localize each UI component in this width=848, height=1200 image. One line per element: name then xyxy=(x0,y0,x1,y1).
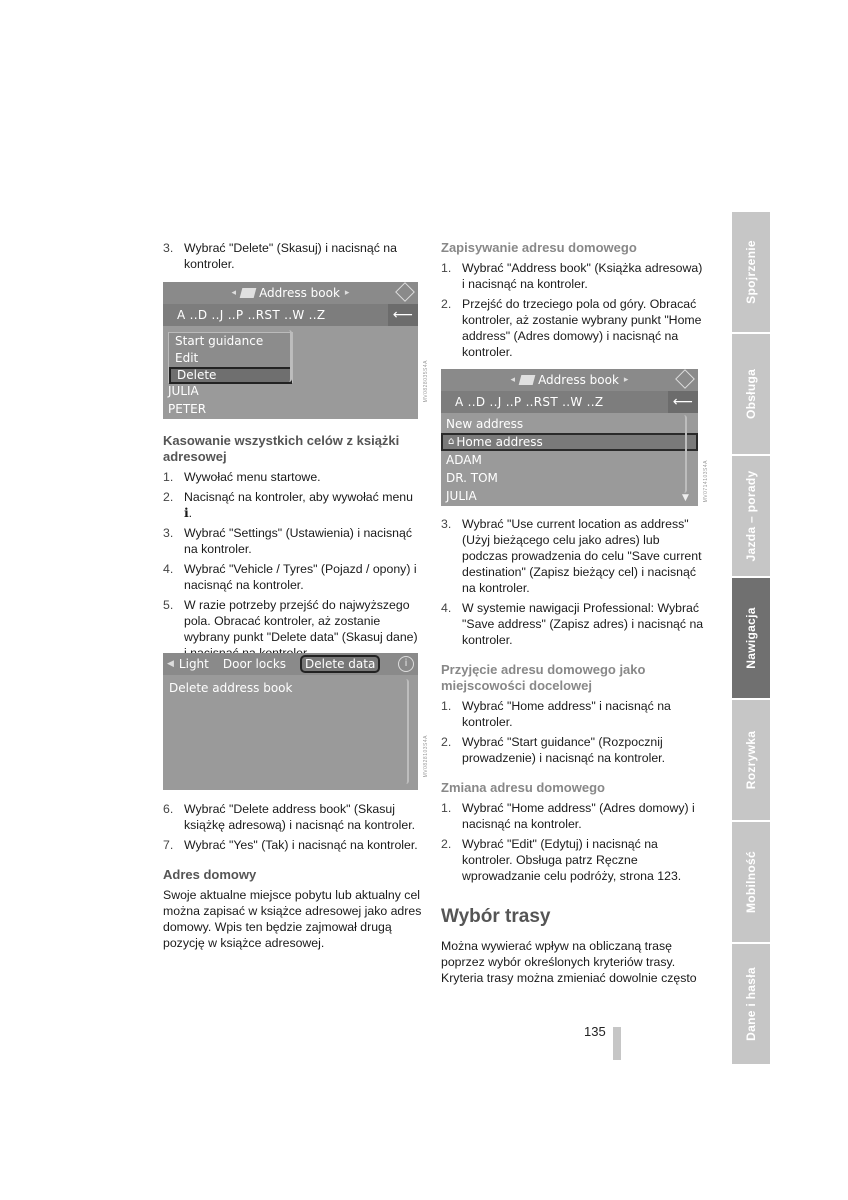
left-arrow-icon: ◂ xyxy=(510,375,516,385)
list-item: DR. TOM xyxy=(446,471,498,485)
tab-jazda-porady[interactable] xyxy=(732,456,770,576)
page-marker xyxy=(613,1027,621,1060)
image-code: MV0714103S4A xyxy=(703,460,709,503)
tab-dane-i-hasla[interactable] xyxy=(732,944,770,1064)
step-text: Wybrać "Vehicle / Tyres" (Pojazd / opony) i nacisnąć na kontroler. xyxy=(184,562,417,592)
step-number: 3. xyxy=(163,526,174,540)
scrollbar xyxy=(681,415,687,493)
address-book-screen-delete xyxy=(163,282,418,419)
step-text: Wybrać "Home address" i nacisnąć na kontroler. xyxy=(462,699,671,729)
tab-label: Mobilność xyxy=(744,850,758,914)
controller-icon xyxy=(395,282,415,302)
tab-obsluga[interactable] xyxy=(732,334,770,454)
right-arrow-icon: ▸ xyxy=(623,375,629,385)
left-column-top xyxy=(163,240,423,276)
alphabet-bar xyxy=(441,391,698,413)
step xyxy=(441,260,704,292)
back-arrow-icon: ⟵ xyxy=(668,391,698,413)
step xyxy=(441,516,704,596)
paragraph: Swoje aktualne miejsce pobytu lub aktualny cel można zapisać w książce adresowej jako adres domowy. Wpis ten będzie zajmował drugą pozycję w książce adresowej. xyxy=(163,888,422,950)
alphabet-index: A ..D ..J ..P ..RST ..W ..Z xyxy=(455,395,604,409)
list-item: JULIA xyxy=(446,489,477,503)
section-title: Kasowanie wszystkich celów z książki adresowej xyxy=(163,433,400,464)
context-popup xyxy=(168,332,293,383)
alphabet-index: A ..D ..J ..P ..RST ..W ..Z xyxy=(177,308,326,322)
popup-scrollbar xyxy=(286,330,292,382)
scroll-down-icon: ▼ xyxy=(682,493,689,503)
paragraph: Można wywierać wpływ na obliczaną trasę poprzez wybór określonych kryteriów trasy. Kryteria trasy można zmieniać dowolnie często xyxy=(441,939,697,985)
step xyxy=(441,296,704,360)
step-number: 7. xyxy=(163,838,174,852)
popup-item-delete: Delete xyxy=(169,367,292,384)
section-heading: Wybór trasy xyxy=(441,906,551,927)
popup-item-start-guidance: Start guidance xyxy=(175,334,264,348)
address-book-icon xyxy=(240,288,257,298)
step xyxy=(441,698,704,730)
step-number: 2. xyxy=(441,735,452,749)
alphabet-bar xyxy=(163,304,418,326)
tab-label: Jazda – porady xyxy=(744,470,758,562)
address-book-icon xyxy=(519,375,536,385)
step-text: Wybrać "Address book" (Książka adresowa) i nacisnąć na kontroler. xyxy=(462,261,703,291)
popup-item-edit: Edit xyxy=(175,351,199,365)
tab-light: Light xyxy=(178,657,209,671)
right-arrow-icon: ▸ xyxy=(344,288,350,298)
step xyxy=(441,800,704,832)
screen-title-bar xyxy=(441,369,698,391)
list-item-new-address: New address xyxy=(446,417,524,431)
step-text: Przejść do trzeciego pola od góry. Obracać kontroler, aż zostanie wybrany punkt "Home address" (Adres domowy) i nacisnąć na kontroler. xyxy=(462,297,702,359)
step-number: 2. xyxy=(441,297,452,311)
right-column-bottom xyxy=(441,516,704,990)
right-column-top xyxy=(441,240,704,364)
tab-delete-data: Delete data xyxy=(300,655,380,673)
step-text: Nacisnąć na kontroler, aby wywołać menu ℹ. xyxy=(184,490,413,520)
list-item: JULIA xyxy=(168,384,199,398)
scrollbar xyxy=(403,679,409,784)
home-address-label: Home address xyxy=(456,435,543,449)
controller-icon xyxy=(675,369,695,389)
section-title: Zapisywanie adresu domowego xyxy=(441,240,637,255)
step-number: 3. xyxy=(163,241,174,255)
tab-label: Obsługa xyxy=(744,368,758,420)
step xyxy=(163,801,423,833)
step-text: Wybrać "Delete address book" (Skasuj książkę adresową) i nacisnąć na kontroler. xyxy=(184,802,416,832)
step-number: 1. xyxy=(441,801,452,815)
step xyxy=(163,561,423,593)
step xyxy=(163,597,423,661)
tab-spojrzenie[interactable] xyxy=(732,212,770,332)
settings-tabs xyxy=(163,653,418,675)
step xyxy=(163,469,423,485)
info-icon: i xyxy=(398,656,414,672)
step-number: 4. xyxy=(163,562,174,576)
step-text: Wywołać menu startowe. xyxy=(184,470,321,484)
step xyxy=(163,525,423,557)
step-text: W systemie nawigacji Professional: Wybrać "Save address" (Zapisz adres) i nacisnąć na kontroler. xyxy=(462,601,704,647)
step-text: Wybrać "Yes" (Tak) i nacisnąć na kontroler. xyxy=(184,838,418,852)
list-item: ADAM xyxy=(446,453,482,467)
step xyxy=(441,600,704,648)
page-number: 135 xyxy=(584,1024,606,1039)
left-column-middle xyxy=(163,433,423,665)
section-title: Przyjęcie adresu domowego jako miejscowości docelowej xyxy=(441,662,646,693)
step-number: 1. xyxy=(441,261,452,275)
image-code: MV0828035S4A xyxy=(423,360,429,403)
step-text: Wybrać "Settings" (Ustawienia) i nacisnąć na kontroler. xyxy=(184,526,412,556)
back-arrow-icon: ⟵ xyxy=(388,304,418,326)
tab-mobilnosc[interactable] xyxy=(732,822,770,942)
tab-label: Dane i hasła xyxy=(744,967,758,1041)
tab-rozrywka[interactable] xyxy=(732,700,770,820)
tab-door-locks: Door locks xyxy=(222,657,287,671)
step-number: 3. xyxy=(441,517,452,531)
step-number: 6. xyxy=(163,802,174,816)
step xyxy=(441,734,704,766)
tab-label: Nawigacja xyxy=(744,607,758,669)
list-item-home-address xyxy=(441,433,698,451)
step-number: 5. xyxy=(163,598,174,612)
left-column-bottom xyxy=(163,801,423,955)
chapter-tabs xyxy=(732,212,770,1066)
screen-title: Address book xyxy=(538,373,619,387)
settings-delete-data-screen xyxy=(163,653,418,790)
image-code: MV0828103S4A xyxy=(423,735,429,778)
step-text: Wybrać "Use current location as address" (Użyj bieżącego celu jako adres) lub podczas prowadzenia do celu "Save current destination" (Zapisz bieżący cel) i nacisnąć na kontroler. xyxy=(462,517,702,595)
left-arrow-icon: ◀ xyxy=(167,659,174,669)
section-title: Adres domowy xyxy=(163,867,257,882)
step-text: Wybrać "Delete" (Skasuj) i nacisnąć na kontroler. xyxy=(184,241,397,271)
step xyxy=(163,837,423,853)
address-book-screen-home xyxy=(441,369,698,506)
step-text: Wybrać "Home address" (Adres domowy) i nacisnąć na kontroler. xyxy=(462,801,695,831)
step xyxy=(163,489,423,521)
step-number: 2. xyxy=(441,837,452,851)
list-item: PETER xyxy=(168,402,207,416)
step-number: 4. xyxy=(441,601,452,615)
step-delete xyxy=(163,240,423,272)
screen-title: Address book xyxy=(259,286,340,300)
step xyxy=(441,836,704,884)
left-arrow-icon: ◂ xyxy=(231,288,237,298)
tab-nawigacja[interactable] xyxy=(732,578,770,698)
tab-label: Spojrzenie xyxy=(744,240,758,304)
step-text: Wybrać "Edit" (Edytuj) i nacisnąć na kontroler. Obsługa patrz Ręczne wprowadzanie celu podróży, strona 123. xyxy=(462,837,682,883)
step-number: 1. xyxy=(163,470,174,484)
step-text: W razie potrzeby przejść do najwyższego pola. Obracać kontroler, aż zostanie wybrany punkt "Delete data" (Skasuj dane) xyxy=(184,598,418,644)
delete-address-book-item: Delete address book xyxy=(169,681,293,695)
step-number: 2. xyxy=(163,490,174,504)
screen-title-bar xyxy=(163,282,418,304)
tab-label: Rozrywka xyxy=(744,730,758,790)
home-icon: ⌂ xyxy=(448,436,455,447)
step-number: 1. xyxy=(441,699,452,713)
step-text: Wybrać "Start guidance" (Rozpocznij prowadzenie) i nacisnąć na kontroler. xyxy=(462,735,666,765)
section-title: Zmiana adresu domowego xyxy=(441,780,605,795)
